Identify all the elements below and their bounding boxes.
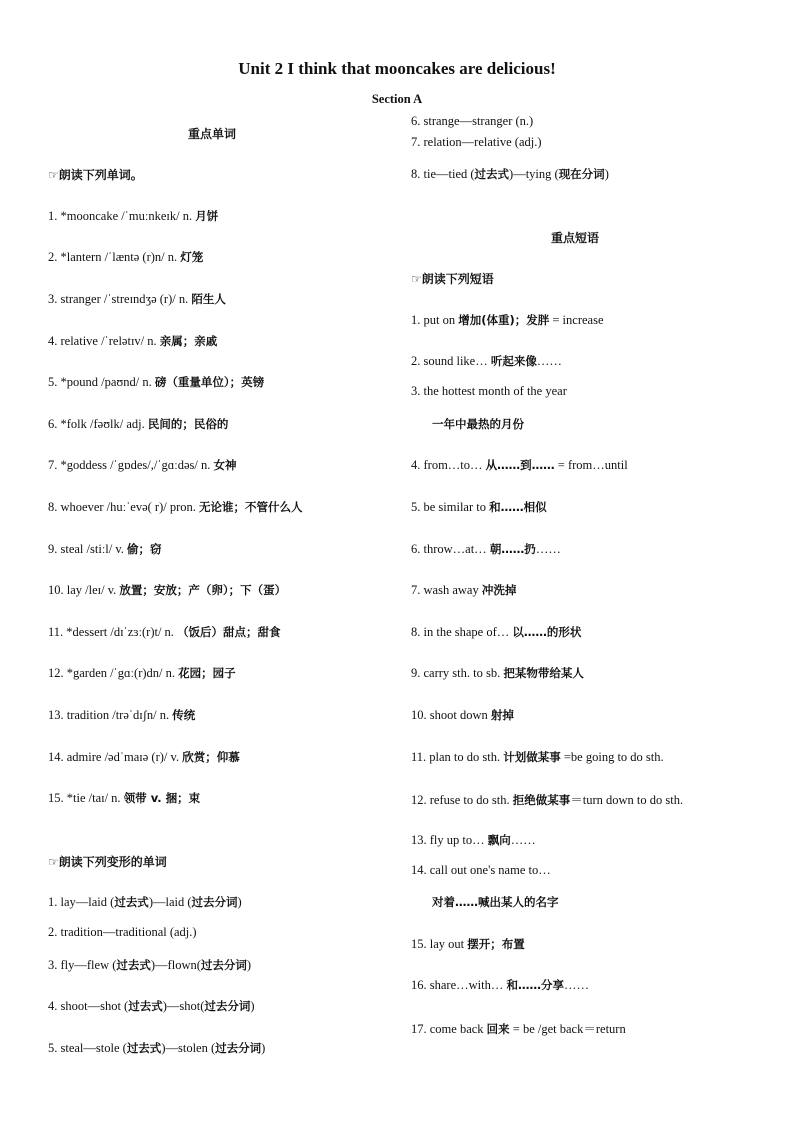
phrase-item — [411, 665, 584, 681]
phrase-item — [411, 1019, 626, 1037]
word-text: 14. admire /ədˈmaɪə (r)/ v. — [48, 750, 183, 764]
section-label: Section A — [371, 92, 423, 106]
form-tense: 过去式 — [116, 958, 151, 972]
word-text: 2. *lantern /ˈlæntə (r)n/ n. — [48, 250, 181, 264]
word-item — [48, 249, 203, 265]
form-text: 8. tie—tied ( — [411, 167, 475, 181]
word-text: 1. *mooncake /ˈmuːnkeɪk/ n. — [48, 209, 196, 223]
word-item — [48, 499, 303, 515]
word-item — [48, 790, 200, 806]
word-item — [48, 416, 228, 432]
form-text: 5. steal—stole ( — [48, 1041, 127, 1055]
form-tense: 现在分词 — [558, 167, 605, 181]
phrase-note: = increase — [549, 313, 604, 327]
form-text: 6. strange—stranger (n.) — [411, 114, 534, 128]
phrase-note: = from…until — [554, 458, 628, 472]
form-text: ) — [246, 958, 252, 972]
phrase-item — [411, 936, 525, 952]
phrase-item — [411, 353, 562, 369]
phrase-item — [411, 707, 514, 723]
read-phrases-instruction: ☞朗读下列短语 — [411, 272, 494, 286]
phrase-item — [411, 832, 536, 848]
word-meaning: 民间的；民俗的 — [147, 417, 229, 431]
phrase-note: ＝turn down to do sth. — [570, 793, 684, 807]
word-text: 9. steal /stiːl/ v. — [48, 542, 128, 556]
word-item — [48, 541, 162, 557]
phrase-meaning: 朝……扔 — [489, 542, 536, 556]
form-text: 1. lay—laid ( — [48, 895, 115, 909]
phrase-meaning: 冲洗掉 — [481, 583, 517, 597]
phrase-text: 7. wash away — [411, 583, 482, 597]
phrase-note: …… — [535, 542, 561, 556]
word-meaning: （饭后）甜点；甜食 — [177, 625, 281, 639]
phrase-meaning: 计划做某事 — [503, 750, 561, 764]
form-text: 3. fly—flew ( — [48, 958, 117, 972]
word-meaning: 月饼 — [195, 209, 219, 223]
phrase-text: 15. lay out — [411, 937, 468, 951]
form-tense: 过去分词 — [204, 999, 251, 1013]
phrase-meaning: 对着……喊出某人的名字 — [432, 895, 559, 909]
word-text: 10. lay /leɪ/ v. — [48, 583, 120, 597]
word-item — [48, 333, 217, 349]
word-item — [48, 457, 237, 473]
word-meaning: 陌生人 — [191, 292, 226, 306]
word-item — [48, 582, 286, 598]
word-text: 7. *goddess /ˈgɒdes/,/ˈgɑːdəs/ n. — [48, 458, 214, 472]
word-meaning: 磅（重量单位）；英镑 — [154, 375, 265, 389]
phrase-text: 12. refuse to do sth. — [411, 793, 513, 807]
phrase-text: 17. come back — [411, 1022, 487, 1036]
form-tense: 过去式 — [126, 1041, 162, 1055]
form-text: 4. shoot—shot ( — [48, 999, 129, 1013]
form-tense: 过去分词 — [200, 958, 247, 972]
phrase-item — [411, 384, 567, 399]
phrase-text: 6. throw…at… — [411, 542, 490, 556]
phrase-text: 5. be similar to — [411, 500, 490, 514]
form-text: ) — [250, 999, 255, 1013]
word-form-item — [48, 925, 197, 940]
word-item — [48, 374, 264, 390]
word-meaning: 欣赏；仰慕 — [182, 750, 240, 764]
phrase-item — [411, 977, 589, 993]
phrase-text: 1. put on — [411, 313, 459, 327]
form-tense: 过去式 — [114, 895, 149, 909]
phrase-meaning: 拒绝做某事 — [512, 793, 571, 807]
phrase-text: 8. in the shape of… — [411, 625, 513, 639]
word-meaning: 传统 — [172, 708, 196, 722]
form-text: )—tying ( — [509, 167, 559, 181]
phrase-meaning: 射掉 — [490, 708, 514, 722]
phrase-note: …… — [510, 833, 536, 847]
phrase-note: …… — [563, 978, 589, 992]
word-text: 4. relative /ˈrelətɪv/ n. — [48, 334, 160, 348]
word-meaning: 亲属；亲戚 — [159, 334, 218, 348]
read-forms-instruction: ☞朗读下列变形的单词 — [48, 855, 167, 869]
word-meaning: 花园；园子 — [178, 666, 236, 680]
word-text: 6. *folk /fəʊlk/ adj. — [48, 417, 148, 431]
word-text: 12. *garden /ˈgɑː(r)dn/ n. — [48, 666, 179, 680]
read-words-instruction: ☞朗读下列单词。 — [48, 168, 143, 182]
form-tense: 过去分词 — [191, 895, 238, 909]
phrase-note: = be /get back＝return — [509, 1022, 626, 1036]
form-tense: 过去分词 — [215, 1041, 262, 1055]
form-text: )—shot( — [162, 999, 205, 1013]
phrase-text: 13. fly up to… — [411, 833, 488, 847]
phrase-meaning: 听起来像 — [490, 354, 537, 368]
word-text: 11. *dessert /dɪˈzɜː(r)t/ n. — [48, 625, 178, 639]
word-form-item — [411, 114, 533, 129]
phrase-text: 4. from…to… — [411, 458, 486, 472]
form-text: ) — [604, 167, 609, 181]
word-form-item — [411, 166, 609, 182]
word-text: 13. tradition /trəˈdɪʃn/ n. — [48, 708, 173, 722]
phrase-item — [411, 541, 561, 557]
word-form-item — [411, 135, 542, 150]
phrase-note: …… — [536, 354, 562, 368]
word-meaning: 女神 — [213, 458, 237, 472]
word-form-item — [48, 957, 251, 973]
phrase-meaning: 以……的形状 — [512, 625, 582, 639]
word-text: 3. stranger /ˈstreɪndʒə (r)/ n. — [48, 292, 192, 306]
word-meaning: 偷；窃 — [127, 542, 162, 556]
form-text: )—laid ( — [148, 895, 192, 909]
phrase-text: 9. carry sth. to sb. — [411, 666, 504, 680]
form-tense: 过去式 — [128, 999, 163, 1013]
phrase-meaning: 和……分享 — [506, 978, 564, 992]
phrase-item — [411, 624, 581, 640]
form-text: )—stolen ( — [161, 1041, 216, 1055]
form-tense: 过去式 — [474, 167, 510, 181]
phrase-meaning: 和……相似 — [489, 500, 547, 514]
phrase-meaning: 回来 — [486, 1022, 510, 1036]
phrase-text: 14. call out one's name to… — [411, 863, 551, 877]
word-item — [48, 208, 218, 224]
phrase-meaning: 增加(体重)；发胖 — [458, 313, 550, 327]
word-meaning: 灯笼 — [180, 250, 204, 264]
phrase-meaning: 从……到…… — [485, 458, 555, 472]
word-item — [48, 291, 226, 307]
form-text: ) — [261, 1041, 266, 1055]
form-text: 7. relation—relative (adj.) — [411, 135, 542, 149]
word-text: 8. whoever /huːˈevə( r)/ pron. — [48, 500, 199, 514]
phrase-meaning: 飘向 — [487, 833, 511, 847]
form-text: )—flown( — [150, 958, 201, 972]
phrase-text: 16. share…with… — [411, 978, 507, 992]
phrase-item — [411, 790, 683, 808]
phrase-item — [411, 749, 664, 765]
phrase-item — [411, 499, 547, 515]
key-phrases-heading: 重点短语 — [551, 231, 600, 245]
phrase-text: 10. shoot down — [411, 708, 491, 722]
word-form-item — [48, 998, 255, 1014]
word-item — [48, 624, 281, 640]
phrase-item — [411, 312, 604, 328]
word-item — [48, 665, 236, 681]
document-title: Unit 2 I think that mooncakes are delicious! — [238, 59, 556, 78]
phrase-item — [411, 457, 628, 473]
form-text: 2. tradition—traditional (adj.) — [48, 925, 197, 939]
phrase-note: =be going to do sth. — [560, 750, 664, 764]
phrase-meaning: 把某物带给某人 — [503, 666, 584, 680]
phrase-item — [411, 863, 551, 878]
word-meaning: 无论谁；不管什么人 — [199, 500, 303, 514]
form-text: ) — [237, 895, 242, 909]
word-item — [48, 707, 195, 723]
phrase-text: 3. the hottest month of the year — [411, 384, 567, 398]
word-form-item — [48, 894, 242, 910]
phrase-text: 11. plan to do sth. — [411, 750, 504, 764]
word-text: 5. *pound /paʊnd/ n. — [48, 375, 155, 389]
phrase-meaning: 一年中最热的月份 — [432, 417, 524, 431]
word-meaning: 放置；安放；产（卵）；下（蛋） — [119, 583, 287, 597]
phrase-item — [411, 582, 516, 598]
word-form-item — [48, 1040, 265, 1056]
key-words-heading: 重点单词 — [188, 127, 237, 141]
phrase-text: 2. sound like… — [411, 354, 491, 368]
word-meaning: 领带 v. 捆；束 — [123, 791, 201, 805]
phrase-meaning: 摆开；布置 — [467, 937, 525, 951]
word-item — [48, 749, 240, 765]
word-text: 15. *tie /taɪ/ n. — [48, 791, 124, 805]
